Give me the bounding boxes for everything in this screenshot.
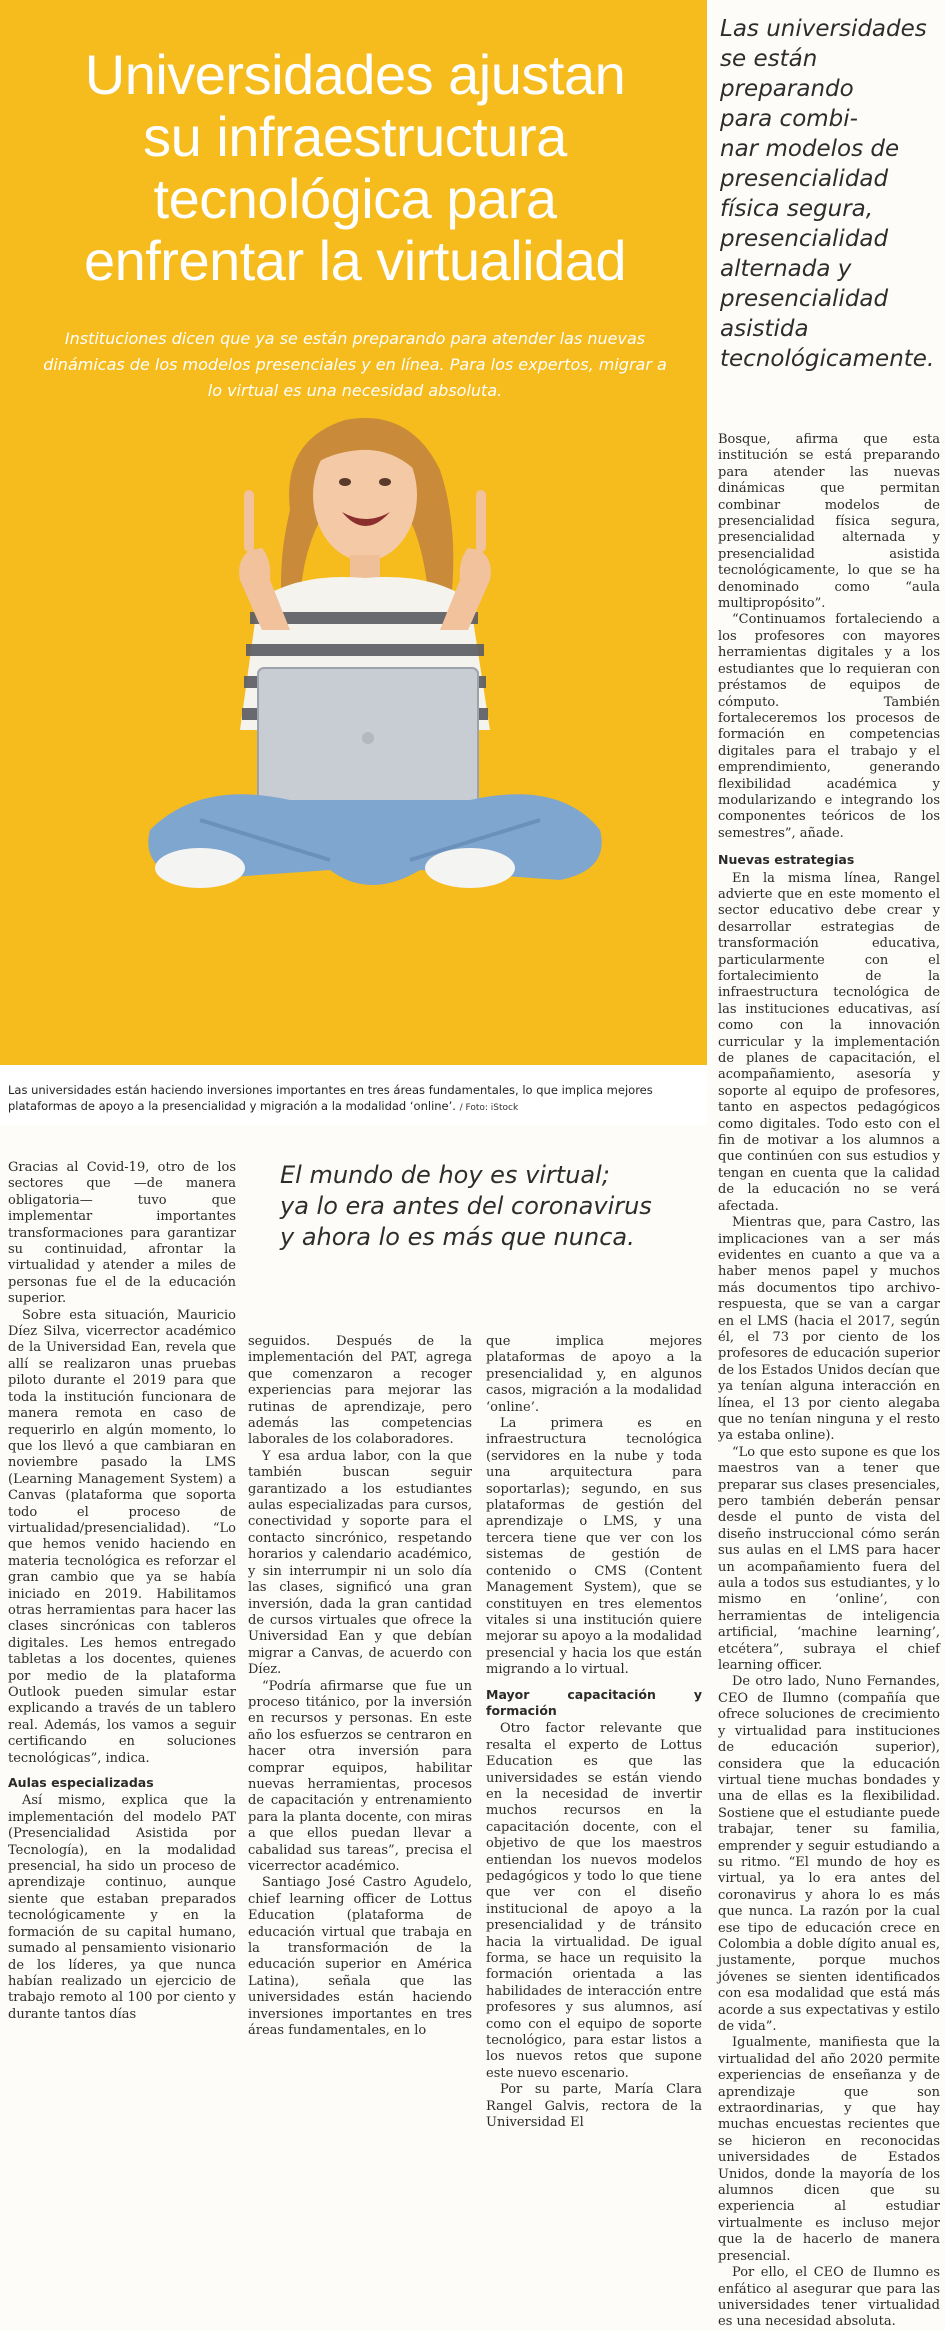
pullquote-line: física segura, [720, 196, 874, 222]
column-2 [248, 1334, 472, 2039]
headline-line: su infraestructura [143, 105, 567, 168]
paragraph: seguidos. Después de la implementación del PAT, agrega que comenzaron a recoger experiencias para mejorar las rutinas de aprendizaje, pero además las competencias laborales de los colaboradores. [248, 1334, 472, 1448]
headline-line: Universidades ajustan [84, 43, 626, 106]
paragraph: Gracias al Covid-19, otro de los sectores que —de manera obligatoria— tuvo que implementar importantes transformaciones para garantizar su continuidad, afrontar la virtualidad y atender a miles de personas fue el de la educación superior. [8, 1160, 236, 1307]
subtitle: Instituciones dicen que ya se están preparando para atender las nuevas dinámicas de los modelos presenciales y en línea. Para los expertos, migrar a lo virtual es una necesidad absoluta. [43, 329, 667, 400]
pullquote-line: para combi- [720, 106, 858, 132]
pullquote-middle [280, 1160, 680, 1253]
subheading-capacitacion: Mayor capacitación y formación [486, 1686, 702, 1718]
pullquote-line: se están [720, 46, 818, 72]
pullquote-line: tecnológicamente. [720, 346, 935, 372]
column-3 [486, 1334, 702, 2131]
paragraph: Bosque, afirma que esta institución se está preparando para atender las nuevas dinámicas que permitan combinar modelos de presencialidad física segura, presencialidad alternada y presencialidad asistida tecnológicamente, lo que se ha denominado como “aula multipropósito”. [718, 432, 940, 612]
hero-photo [0, 400, 707, 1065]
caption-text: Las universidades están haciendo inversiones importantes en tres áreas fundamentales, lo que implica mejores plataformas de apoyo a la presencialidad y migración a la modalidad ‘online’. [8, 1083, 653, 1113]
photo-credit: / Foto: iStock [459, 1103, 519, 1113]
paragraph: Así mismo, explica que la implementación del modelo PAT (Presencialidad Asistida por Tecnología), en la modalidad presencial, ha sido un proceso de aprendizaje continuo, aunque siente que estaban preparados tecnológicamente y en la formación de su capital humano, sumado al pensamiento visionario de los líderes, ya que nunca habían realizado un ejercicio de trabajo remoto al 100 por ciento y durante tantos días [8, 1793, 236, 2022]
pullquote-line: nar modelos de [720, 136, 900, 162]
paragraph: Santiago José Castro Agudelo, chief learning officer de Lottus Education (plataforma de educación virtual que trabaja en la transformación de la educación superior en América Latina), señala que las universidades están haciendo inversiones importantes en tres áreas fundamentales, en lo [248, 1875, 472, 2039]
headline-line: tecnológica para [153, 167, 557, 230]
pullquote-line: preparando [720, 76, 854, 102]
paragraph: Otro factor relevante que resalta el experto de Lottus Education es que las universidades se están viendo en la necesidad de invertir muchos recursos en la capacitación docente, con el objetivo de que los maestros entiendan los nuevos modelos pedagógicos y todo lo que tiene que ver con el diseño institucional de apoyo a la presencialidad y de tránsito hacia la virtualidad. De igual forma, se hace un requisito la formación orientada a las habilidades de interacción entre profesores y sus alumnos, así como con el equipo de soporte tecnológico, para estar listos a los nuevos retos que supone este nuevo escenario. [486, 1721, 702, 2081]
shoe-left [155, 848, 245, 888]
pullquote-top [720, 14, 940, 374]
paragraph: Mientras que, para Castro, las implicaciones van a ser más evidentes en cuanto a que va a haber menos papel y muchos más documentos tipo archivo-respuesta, que se van a cargar en el LMS (hacia el 2017, según él, el 73 por ciento de los profesores de educación superior de los Estados Unidos decían que ya tenían alguna interacción en línea, el 13 por ciento alegaba que no tenían ninguna y el resto ya estaba online). [718, 1215, 940, 1444]
paragraph: “Continuamos fortaleciendo a los profesores con mayores herramientas digitales y a los estudiantes que lo requieran con préstamos de equipos de cómputo. También fortaleceremos los procesos de formación en competencias digitales para el trabajo y el emprendimiento, generando flexibilidad académica y modularizando e integrando los componentes teóricos de los semestres”, añade. [718, 612, 940, 841]
pullquote-line: y ahora lo es más que nunca. [280, 1223, 635, 1251]
column-4 [718, 432, 940, 2330]
column-1 [8, 1160, 236, 2022]
paragraph: Sobre esta situación, Mauricio Díez Silva, vicerrector académico de la Universidad Ean, revela que allí se realizaron unas pruebas piloto durante el 2019 para que toda la institución funcionara de manera remota en caso de requerirlo en algún momento, lo que los llevó a que cambiaran en noviembre pasado la LMS (Learning Management System) a Canvas (plataforma que soporta todo el proceso de virtualidad/presencialidad). “Lo que hemos venido haciendo en materia tecnológica es reforzar el gran cambio que ya se había iniciado en 2019. Habilitamos otras herramientas para hacer las clases sincrónicas con tableros digitales. Les hemos entregado tabletas a los docentes, quienes por medio de la plataforma Outlook pueden simular estar explicando a través de un tablero real. Además, los vamos a seguir certificando en soluciones tecnológicas”, indica. [8, 1307, 236, 1766]
subheading-estrategias: Nuevas estrategias [718, 852, 855, 868]
pullquote-line: El mundo de hoy es virtual; [280, 1161, 610, 1189]
pullquote-line: alternada y [720, 256, 852, 282]
pullquote-line: presencialidad [720, 286, 889, 312]
subheading-aulas: Aulas especializadas [8, 1775, 154, 1791]
pullquote-line: presencialidad [720, 226, 889, 252]
paragraph: Por ello, el CEO de Ilumno es enfático al asegurar que para las universidades tener virtualidad es una necesidad absoluta. [718, 2265, 940, 2330]
paragraph: La primera es en infraestructura tecnológica (servidores en la nube y toda una arquitectura para soportarlas); segundo, en sus plataformas de gestión del aprendizaje o LMS, y una tercera tiene que ver con los sistemas de gestión de contenido o CMS (Content Management System), que se constituyen en tres elementos vitales si una institución quiere mejorar su apoyo a la modalidad presencial y hacia los que están migrando a lo virtual. [486, 1416, 702, 1678]
paragraph: que implica mejores plataformas de apoyo a la presencialidad y, en algunos casos, migración a la modalidad ‘online’. [486, 1334, 702, 1415]
photo-caption [8, 1082, 698, 1116]
paragraph: “Lo que esto supone es que los maestros van a tener que preparar sus clases presenciales, pero también deberán pensar desde el punto de vista del diseño instruccional cómo serán sus aulas en el LMS para hacer un acompañamiento fuera del aula a todos sus estudiantes, y lo mismo en ‘online’, con herramientas de inteligencia artificial, ‘machine learning’, etcétera”, subraya el chief learning officer. [718, 1444, 940, 1674]
pullquote-line: presencialidad [720, 166, 889, 192]
paragraph: “Podría afirmarse que fue un proceso titánico, por la inversión en recursos y personas. En este año los esfuerzos se centraron en hacer otra inversión para comprar equipos, habilitar nuevas herramientas, procesos de capacitación y entrenamiento para la planta docente, con miras a que ellos puedan llevar a cabalidad sus tareas”, precisa el vicerrector académico. [248, 1678, 472, 1874]
paragraph: De otro lado, Nuno Fernandes, CEO de Ilumno (compañía que ofrece soluciones de crecimiento y virtualidad para instituciones de educación superior), considera que la educación virtual tiene muchas bondades y una de ellas es la flexibilidad. Sostiene que el estudiante puede trabajar, tener su familia, emprender y seguir estudiando a su ritmo. “El mundo de hoy es virtual, ya lo era antes del coronavirus y ahora lo es más que nunca. La razón por la cual ese tipo de educación crece en Colombia a doble dígito anual es, justamente, porque muchos jóvenes se sienten identificados con esa modalidad que está más acorde a sus expectativas y estilo de vida”. [718, 1674, 940, 2034]
paragraph: Igualmente, manifiesta que la virtualidad del año 2020 permite experiencias de enseñanza y de aprendizaje que son extraordinarias, y que hay muchas encuestas recientes que se hicieron en reconocidas universidades de Estados Unidos, donde la mayoría de los alumnos dicen que su experiencia al estudiar virtualmente es incluso mejor que la de hacerlo de manera presencial. [718, 2035, 940, 2264]
headline [20, 44, 690, 292]
pullquote-line: ya lo era antes del coronavirus [280, 1192, 652, 1220]
paragraph: En la misma línea, Rangel advierte que en este momento el sector educativo debe crear y desarrollar estrategias de transformación educativa, particularmente con el fortalecimiento de la infraestructura tecnológica de las instituciones educativas, así como con la innovación curricular y la implementación de planes de capacitación, el acompañamiento, asesoría y soporte al equipo de profesores, tanto en aspectos pedagógicos como digitales. Todo esto con el fin de motivar a los alumnos a que continúen con sus estudios y tengan en cuenta que la calidad de la educación no se verá afectada. [718, 870, 940, 1214]
pullquote-line: Las universidades [720, 16, 927, 42]
shoe-right [425, 848, 515, 888]
headline-line: enfrentar la virtualidad [83, 229, 627, 292]
hero-banner [0, 0, 707, 1125]
pullquote-line: asistida [720, 316, 809, 342]
paragraph: Por su parte, María Clara Rangel Galvis, rectora de la Universidad El [486, 2082, 702, 2131]
paragraph: Y esa ardua labor, con la que también buscan seguir garantizado a los estudiantes aulas especializadas para cursos, conectividad y soporte para el contacto sincrónico, respetando horarios y calendario académico, y sin interrumpir ni un solo día las clases, significó una gran inversión, dada la gran cantidad de cursos virtuales que ofrece la Universidad Ean y que debían migrar a Canvas, de acuerdo con Díez. [248, 1448, 472, 1678]
